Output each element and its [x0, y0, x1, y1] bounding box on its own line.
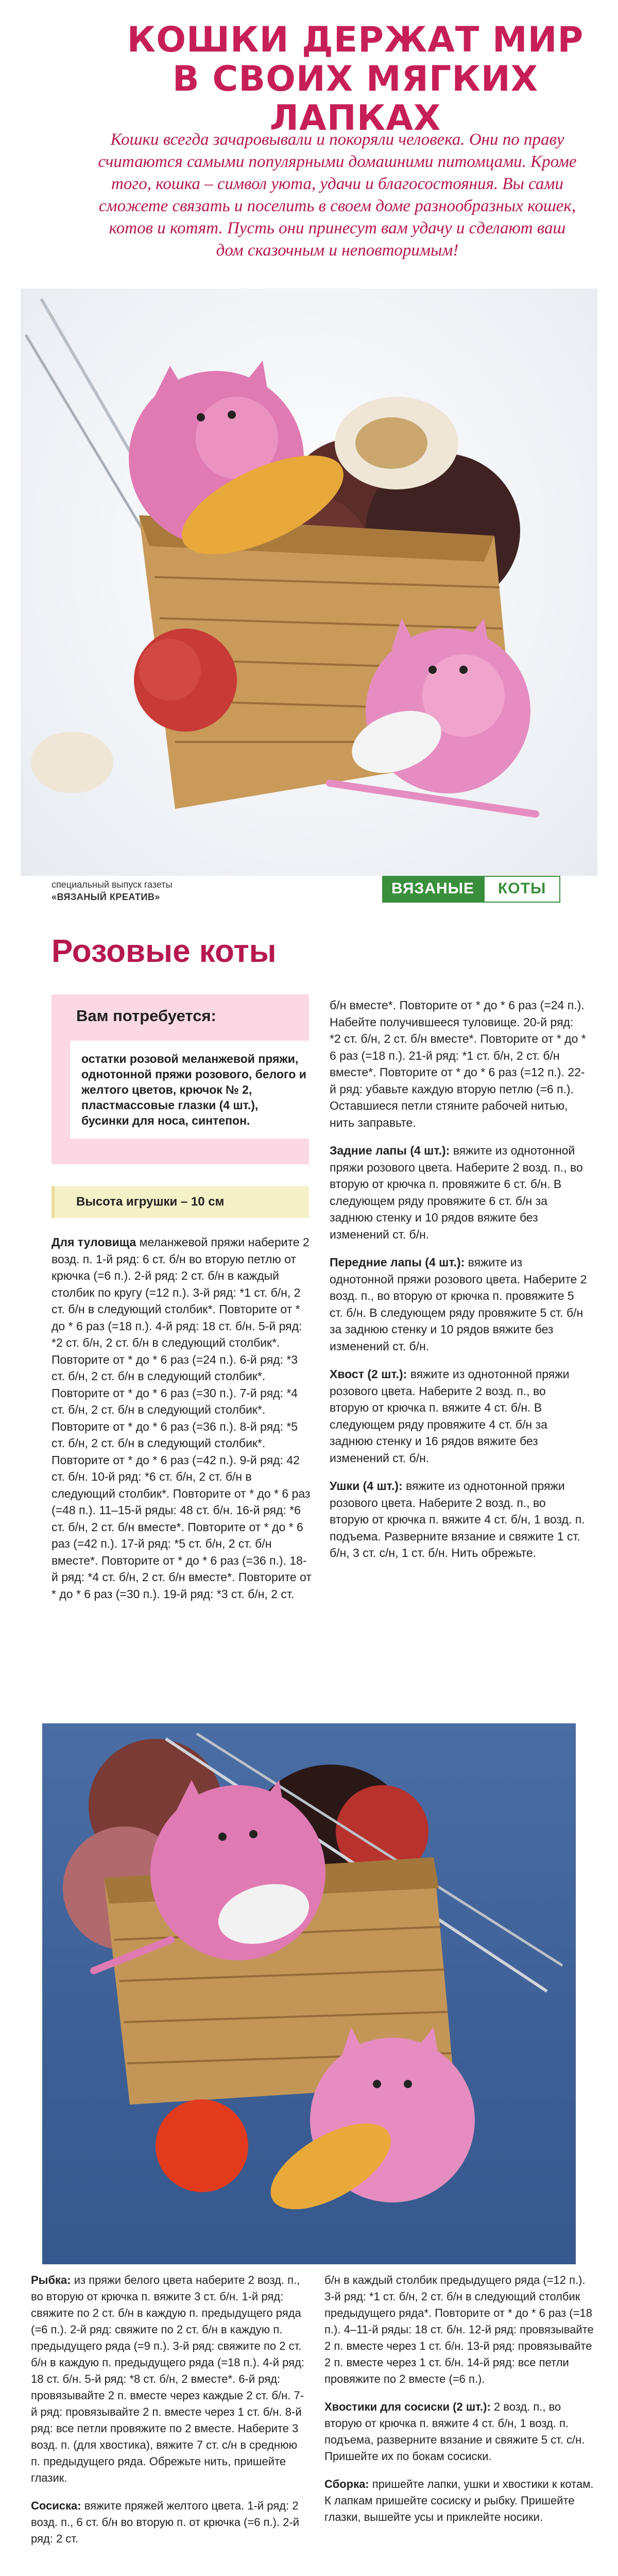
sausage-heading: Сосиска:	[31, 2499, 81, 2512]
fish-paragraph	[31, 2272, 309, 2486]
hind-legs-heading: Задние лапы (4 шт.):	[330, 1144, 450, 1157]
materials-list: остатки розовой меланжевой пряжи, однотонной пряжи розового, белого и желтого цветов, крючок № 2, пластмассовые глазки (4 шт.), бусинки для носа, синтепон.	[70, 1041, 319, 1139]
sausage-tails-heading: Хвостики для сосиски (2 шт.):	[324, 2400, 491, 2413]
publication-line-2: «ВЯЗАНЫЙ КРЕАТИВ»	[52, 892, 160, 902]
column-1	[52, 1234, 312, 1614]
front-legs-heading: Передние лапы (4 шт.):	[330, 1256, 465, 1269]
sausage-tails-text: 2 возд. п., во вторую от крючка п. вяжите 4 ст. б/н, 1 возд. п. подъема, разверните вязание и свяжите 5 ст. с/н. Пришейте их по бокам сосиски.	[324, 2400, 585, 2463]
sausage-continued: б/н в каждый столбик предыдущего ряда (=12 п.). 3-й ряд: *1 ст. б/н, 2 ст. б/н в следующий столбик предыдущего ряда*. Повторите от * до * 6 раз (=18 п.). 4–11-й ряды: 18 ст. б/н. 12-й ряд: провязывайте 2 п. вместе через 1 ст. б/н. 13-й ряд: провязывайте 2 п. вместе через 1 ст. б/н. 14-й ряд: все петли провяжите по 2 вместе (=6 п.).	[324, 2274, 594, 2385]
photo-cats-blue-background	[42, 1723, 576, 2264]
column-3	[31, 2272, 309, 2558]
front-legs-paragraph	[330, 1254, 587, 1354]
assembly-heading: Сборка:	[324, 2478, 369, 2490]
sausage-text: вяжите пряжей желтого цвета. 1-й ряд: 2 возд. п., 6 ст. б/н во вторую п. от крючка (=6 п.). 2-й ряд: 2 ст.	[31, 2499, 300, 2545]
page-title	[124, 21, 587, 138]
photo-cats-blue-illustration	[42, 1723, 576, 2264]
sausage-tails-paragraph	[324, 2399, 597, 2465]
publication-credit	[52, 878, 283, 903]
publication-line-1: специальный выпуск газеты	[52, 879, 173, 890]
title-line-2: В СВОИХ МЯГКИХ ЛАПКАХ	[172, 59, 539, 139]
assembly-paragraph	[324, 2476, 597, 2526]
section-tag: ВЯЗАНЫЕ	[382, 876, 484, 903]
intro-paragraph: Кошки всегда зачаровывали и покоряли человека. Они по праву считаются самыми популярными домашними питомцами. Кроме того, кошка – символ уюта, удачи и благосостояния. Вы сами сможете связать и поселить в своем доме разнообразных кошек, котов и котят. Пусть они принесут вам удачу и сделают ваш дом сказочным и неповторимым!	[98, 130, 577, 260]
column-2	[330, 997, 587, 1573]
torso-text: меланжевой пряжи наберите 2 возд. п. 1-й ряд: 6 ст. б/н во вторую петлю от крючка (=6 п.). 2-й ряд: 2 ст. б/н в каждый столбик по кругу (=12 п.). 3-й ряд: *1 ст. б/н, 2 ст. б/н в следующий столбик*. Повторите от * до * 6 раз (=18 п.). 4-й ряд: 18 ст. б/н. 5-й ряд: *2 ст. б/н, 2 ст. б/н в следующий столбик*. Повторите от * до * 6 раз (=24 п.). 6-й ряд: *3 ст. б/н, 2 ст. б/н в следующий столбик*. Повторите от * до * 6 раз (=30 п.). 7-й ряд: *4 ст. б/н, 2 ст. б/н в следующий столбик*. Повторите от * до * 6 раз (=36 п.). 8-й ряд: *5 ст. б/н, 2 ст. б/н в следующий столбик*. Повторите от * до * 6 раз (=42 п.). 9-й ряд: 42 ст. б/н. 10-й ряд: *6 ст. б/н, 2 ст. б/н в следующий столбик*. Повторите от * до * 6 раз (=48 п.). 11–15-й ряды: 48 ст. б/н. 16-й ряд: *6 ст. б/н, 2 ст. б/н вместе*. Повторите от * до * 6 раз (=42 п.). 17-й ряд: *5 ст. б/н, 2 ст. б/н вместе*. Повторите от * до * 6 раз (=36 п.). 18-й ряд: *4 ст. б/н, 2 ст. б/н вместе*. Повторите от * до * 6 раз (=30 п.). 19-й ряд: *3 ст. б/н, 2 ст.	[52, 1235, 312, 1601]
torso-heading: Для туловища	[52, 1235, 136, 1249]
ears-text: вяжите из однотонной пряжи розового цвета. Наберите 2 возд. п., во вторую от крючка п. вяжите 4 ст. б/н, 1 возд. п. подъема. Разверните вязание и свяжите 1 ст. б/н, 3 ст. с/н, 1 ст. б/н. Нить обрежьте.	[330, 1479, 585, 1560]
section-sub-tag: КОТЫ	[484, 876, 560, 903]
toy-height: Высота игрушки – 10 см	[52, 1186, 309, 1218]
materials-box	[52, 994, 309, 1164]
title-line-1: КОШКИ ДЕРЖАТ МИР	[127, 20, 584, 60]
hind-legs-paragraph	[330, 1142, 587, 1243]
front-legs-text: вяжите из однотонной пряжи розового цвета. Наберите 2 возд. п., во вторую от крючка п. провяжите 5 ст. б/н. В следующем ряду провяжите 5 ст. б/н за заднюю стенку и 10 рядов вяжите без изменений ст. б/н.	[330, 1256, 587, 1353]
photo-cats-in-basket	[21, 289, 597, 876]
torso-paragraph	[52, 1234, 312, 1602]
section-tags	[382, 876, 560, 903]
ears-paragraph	[330, 1478, 587, 1562]
materials-heading: Вам потребуется:	[76, 1007, 216, 1025]
article-title: Розовые коты	[52, 934, 277, 969]
hind-legs-text: вяжите из однотонной пряжи розового цвета. Наберите 2 возд. п., во вторую от крючка п. провяжите 6 ст. б/н. В следующем ряду провяжите 6 ст. б/н за заднюю стенку и 10 рядов вяжите без изменений ст. б/н.	[330, 1144, 583, 1241]
fish-heading: Рыбка:	[31, 2274, 71, 2286]
ears-heading: Ушки (4 шт.):	[330, 1479, 403, 1493]
tail-heading: Хвост (2 шт.):	[330, 1367, 407, 1381]
tail-text: вяжите из однотонной пряжи розового цвета. Наберите 2 возд. п., во вторую от крючка п. вяжите 4 ст. б/н. В следующем ряду провяжите 4 ст. б/н за заднюю стенку и 16 рядов вяжите без изменений ст. б/н.	[330, 1367, 570, 1465]
photo-cats-in-basket-illustration	[21, 289, 597, 876]
sausage-paragraph	[31, 2498, 309, 2547]
torso-continued: б/н вместе*. Повторите от * до * 6 раз (=24 п.). Набейте получившееся туловище. 20-й ряд: *2 ст. б/н, 2 ст. б/н вместе*. Повторите от * до * 6 раз (=18 п.). 21-й ряд: *1 ст. б/н, 2 ст. б/н вместе*. Повторите от * до * 6 раз (=12 п.). 22-й ряд: убавьте каждую вторую петлю (=6 п.). Оставшиеся петли стяните рабочей нитью, нить заправьте.	[330, 998, 586, 1129]
assembly-text: пришейте лапки, ушки и хвостики к котам. К лапкам пришейте сосиску и рыбку. Пришейте глазки, вышейте усы и приклейте носики.	[324, 2478, 594, 2523]
tail-paragraph	[330, 1366, 587, 1466]
column-4	[324, 2272, 597, 2537]
fish-text: из пряжи белого цвета наберите 2 возд. п., во вторую от крючка п. вяжите 3 ст. б/н. 1-й ряд: свяжите по 2 ст. б/н в каждую п. предыдущего ряда (=6 п.). 2-й ряд: свяжите по 2 ст. б/н в каждую п. предыдущего ряда (=9 п.). 3-й ряд: свяжите по 2 ст. б/н в каждую п. предыдущего ряда (=18 п.). 4-й ряд: 18 ст. б/н. 5-й ряд: *8 ст. б/н, 2 вместе*. 6-й ряд: провязывайте 2 п. вместе через каждые 2 ст. б/н. 7-й ряд: провязывайте 2 п. вместе через 1 ст. б/н. 8-й ряд: все петли провяжите по 2 вместе. Наберите 3 возд. п. (для хвостика), вяжите 7 ст. с/н в среднюю п. предыдущего ряда. Обрежьте нить, пришейте глазик.	[31, 2274, 305, 2484]
